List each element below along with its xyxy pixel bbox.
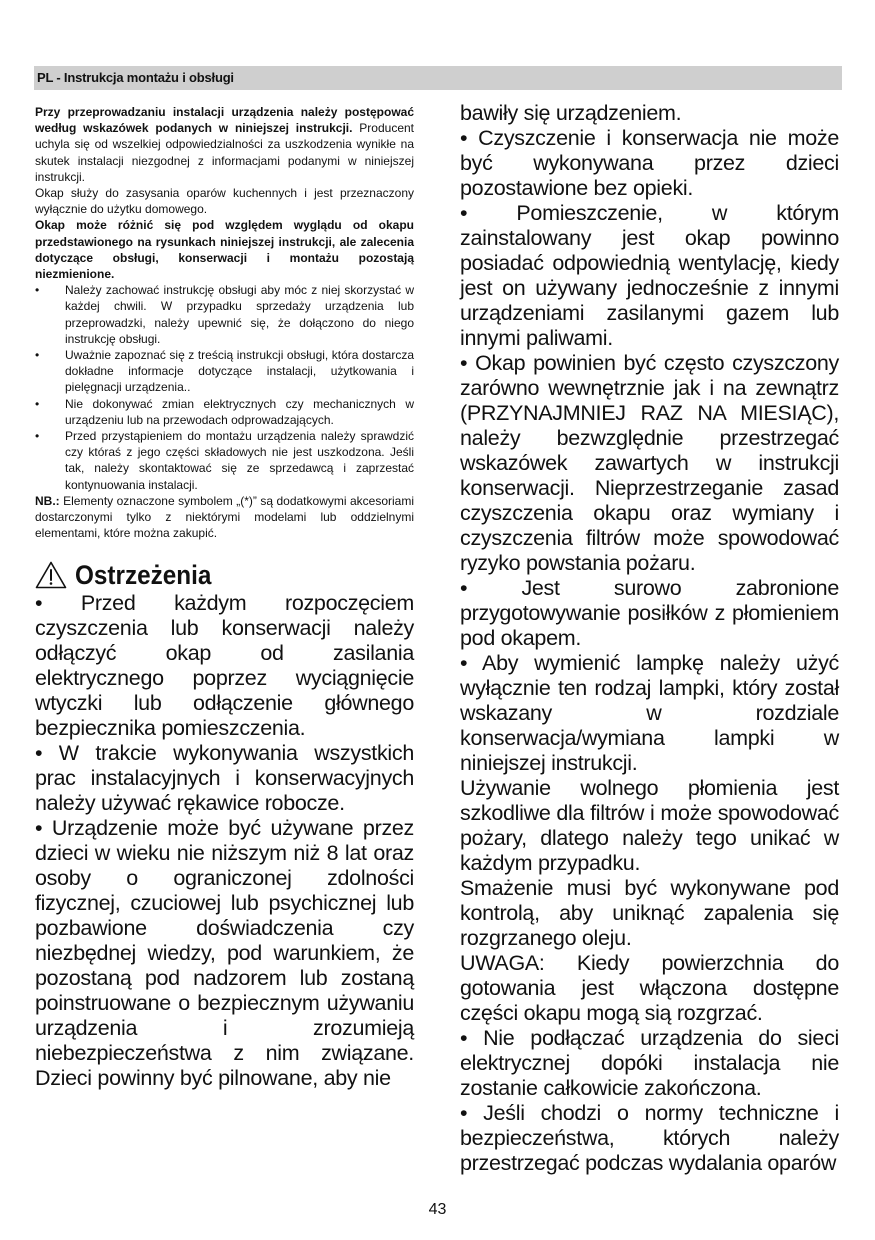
- list-item: • Nie dokonywać zmian elektrycznych czy mechanicznych w urządzeniu lub na przewodach odprowadzających.: [35, 396, 414, 428]
- nb-label: NB.:: [35, 493, 60, 508]
- warnings-title: Ostrzeżenia: [75, 559, 212, 590]
- warnings-heading: [35, 559, 414, 591]
- nb-note: [35, 493, 414, 542]
- intro-bullet-list: [35, 282, 414, 493]
- intro-paragraph-1: [35, 104, 414, 185]
- warning-paragraph: UWAGA: Kiedy powierzchnia do gotowania jest włączona dostępne części okapu mogą sią rozgrzać.: [460, 951, 839, 1025]
- warning-paragraph: • Aby wymienić lampkę należy użyć wyłącznie ten rodzaj lampki, który został wskazany w rozdziale konserwacja/wymiana lampki w niniejszej instrukcji.: [460, 651, 839, 775]
- page-number: 43: [428, 1201, 447, 1218]
- left-column: [35, 104, 414, 1091]
- warning-paragraph: • Okap powinien być często czyszczony zarówno wewnętrznie jak i na zewnątrz (PRZYNAJMNIEJ RAZ NA MIESIĄC), należy bezwzględnie przestrzegać wskazówek zawartych w instrukcji konserwacji. Nieprzestrzeganie zasad czyszczenia okapu oraz wymiany i czyszczenia filtrów może spowodować ryzyko powstania pożaru.: [460, 351, 839, 575]
- warning-paragraph: • Przed każdym rozpoczęciem czyszczenia lub konserwacji należy odłączyć okap od zasilania elektrycznego poprzez wyciągnięcie wtyczki lub odłączenie głównego bezpiecznika pomieszczenia.: [35, 591, 414, 741]
- nb-text: Elementy oznaczone symbolem „(*)” są dodatkowymi akcesoriami dostarczonymi tylko z niektórymi modelami lub oddzielnymi elementami, które można zakupić.: [35, 493, 414, 541]
- section-header-title: PL - Instrukcja montażu i obsługi: [37, 70, 234, 85]
- warnings-right-text: [460, 101, 839, 1176]
- list-item: • Uważnie zapoznać się z treścią instrukcji obsługi, która dostarcza dokładne informacje dotyczące instalacji, użytkowania i pielęgnacji urządzenia..: [35, 347, 414, 396]
- warning-paragraph: • Czyszczenie i konserwacja nie może być wykonywana przez dzieci pozostawione bez opieki.: [460, 126, 839, 200]
- warning-paragraph: • W trakcie wykonywania wszystkich prac instalacyjnych i konserwacyjnych należy używać rękawice robocze.: [35, 741, 414, 816]
- list-item: • Przed przystąpieniem do montażu urządzenia należy sprawdzić czy któraś z jego części składowych nie jest uszkodzona. Jeśli tak, należy skontaktować się ze sprzedawcą i zaprzestać kontynuowania instalacji.: [35, 428, 414, 493]
- intro-section: [35, 104, 414, 541]
- intro-paragraph-1-rest: Producent uchyla się od wszelkiej odpowiedzialności za uszkodzenia wynikłe na skutek instalacji niezgodnej z informacjami podanymi w niniejszej instrukcji.: [35, 121, 415, 184]
- warning-paragraph: Smażenie musi być wykonywane pod kontrolą, aby uniknąć zapalenia się rozgrzanego oleju.: [460, 876, 839, 950]
- list-item: • Należy zachować instrukcję obsługi aby móc z niej skorzystać w każdej chwili. W przypadku sprzedaży urządzenia lub przeprowadzki, należy upewnić się, że dołączono do niego instrukcję obsługi.: [35, 282, 414, 347]
- warning-triangle-icon: [35, 561, 67, 589]
- warnings-left-text: [35, 591, 414, 1091]
- warning-paragraph: bawiły się urządzeniem.: [460, 101, 682, 125]
- intro-paragraph-2: Okap służy do zasysania oparów kuchennych i jest przeznaczony wyłącznie do użytku domowego.: [35, 186, 414, 217]
- warning-paragraph: • Jeśli chodzi o normy techniczne i bezpieczeństwa, których należy przestrzegać podczas wydalania oparów: [460, 1101, 839, 1175]
- intro-paragraph-1-bold: Przy przeprowadzaniu instalacji urządzenia należy postępować według wskazówek podanych w niniejszej instrukcji.: [35, 105, 414, 136]
- right-column: [460, 101, 839, 1176]
- warning-paragraph: • Pomieszczenie, w którym zainstalowany jest okap powinno posiadać odpowiednią wentylację, kiedy jest on używany jednocześnie z innymi urządzeniami zasilanymi gazem lub innymi paliwami.: [460, 201, 839, 350]
- warning-paragraph: • Urządzenie może być używane przez dzieci w wieku nie niższym niż 8 lat oraz osoby o ograniczonej zdolności fizycznej, czuciowej lub psychicznej lub pozbawione doświadczenia czy niezbędnej wiedzy, pod warunkiem, że pozostaną pod nadzorem lub zostaną poinstruowane o bezpiecznym używaniu urządzenia i zrozumieją niebezpieczeństwa z nim związane. Dzieci powinny być pilnowane, aby nie: [35, 816, 414, 1091]
- warning-paragraph: • Nie podłączać urządzenia do sieci elektrycznej dopóki instalacja nie zostanie całkowicie zakończona.: [460, 1026, 839, 1100]
- section-header: [34, 66, 842, 90]
- warning-paragraph: Używanie wolnego płomienia jest szkodliwe dla filtrów i może spowodować pożary, dlatego należy tego unikać w każdym przypadku.: [460, 776, 839, 875]
- warning-paragraph: • Jest surowo zabronione przygotowywanie posiłków z płomieniem pod okapem.: [460, 576, 839, 650]
- intro-paragraph-3: Okap może różnić się pod względem wyglądu od okapu przedstawionego na rysunkach niniejszej instrukcji, ale zalecenia dotyczące obsługi, konserwacji i montażu pozostają niezmienione.: [35, 218, 414, 282]
